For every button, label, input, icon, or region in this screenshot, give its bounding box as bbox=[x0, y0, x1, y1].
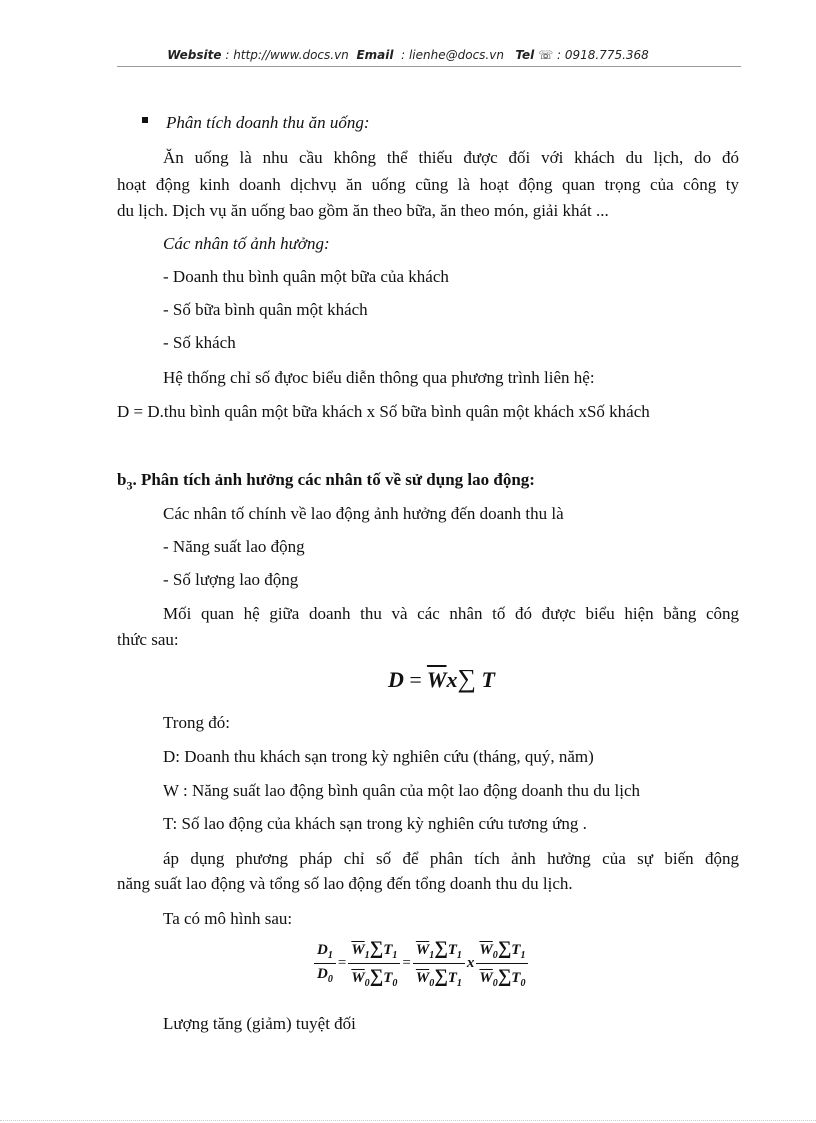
model-frac-t-effect: $\frac{\overline{W}_0\sum T_1}{\overline{W}_0\sum T_0}$ bbox=[476, 938, 528, 989]
tel-label: Tel bbox=[515, 48, 535, 62]
apply-line2: năng suất lao động và tổng số lao động đến tổng doanh thu du lịch. bbox=[117, 874, 573, 893]
email-label: Email bbox=[356, 48, 394, 62]
formula-w: $\overline{W}$ bbox=[426, 667, 447, 692]
formula-eq: = bbox=[409, 667, 422, 692]
model-eq: = bbox=[402, 955, 411, 971]
food-para-line3: du lịch. Dịch vụ ăn uống bao gồm ăn theo bữa, ăn theo món, giải khát ... bbox=[117, 201, 609, 220]
header-divider bbox=[117, 66, 741, 67]
model-frac-w-effect: $\frac{\overline{W}_1\sum T_1}{\overline{W}_0\sum T_1}$ bbox=[413, 938, 465, 989]
model-frac-w: $\frac{\overline{W}_1\sum T_1}{\overline{W}_0\sum T_0}$ bbox=[348, 938, 400, 989]
labor-item: - Số lượng lao động bbox=[163, 570, 299, 589]
def-w: W : Năng suất lao động bình quân của một lao động doanh thu du lịch bbox=[163, 781, 641, 800]
food-heading: Phân tích doanh thu ăn uống: bbox=[166, 113, 370, 132]
factors-heading: Các nhân tố ảnh hưởng: bbox=[163, 234, 330, 253]
food-equation: D = D.thu bình quân một bữa khách x Số bữa bình quân một khách xSố khách bbox=[117, 402, 650, 421]
model-eq: = bbox=[337, 955, 347, 971]
food-para-line2: hoạt động kinh doanh dịchvụ ăn uống cũng là hoạt động quan trọng của công ty bbox=[117, 175, 739, 194]
index-model bbox=[314, 938, 528, 989]
apply-line1: áp dụng phương pháp chỉ số để phân tích ảnh hưởng của sự biến động bbox=[163, 849, 739, 868]
tel-value: : 0918.775.368 bbox=[556, 48, 649, 62]
page-header bbox=[0, 48, 816, 62]
formula-sum: ∑ bbox=[457, 664, 477, 693]
factor-item: - Doanh thu bình quân một bữa của khách bbox=[163, 267, 449, 286]
website-value: : http://www.docs.vn bbox=[225, 48, 349, 62]
email-value: : lienhe@docs.vn bbox=[401, 48, 504, 62]
bullet-icon bbox=[142, 117, 148, 123]
labor-formula bbox=[388, 664, 495, 694]
model-frac-d: $\frac{D_1}{D_0}$ bbox=[314, 942, 336, 985]
heading-rest: . Phân tích ảnh hưởng các nhân tố về sử dụng lao động: bbox=[132, 470, 535, 489]
labor-item: - Năng suất lao động bbox=[163, 537, 305, 556]
formula-x: x bbox=[446, 667, 458, 692]
labor-intro: Các nhân tố chính về lao động ảnh hưởng đến doanh thu là bbox=[163, 504, 564, 523]
def-d: D: Doanh thu khách sạn trong kỳ nghiên cứu (tháng, quý, năm) bbox=[163, 747, 594, 766]
website-label: Website bbox=[167, 48, 222, 62]
model-intro: Ta có mô hình sau: bbox=[163, 909, 293, 928]
heading-prefix: b bbox=[117, 470, 127, 489]
labor-heading bbox=[117, 467, 739, 498]
phone-icon: ☏ bbox=[538, 48, 554, 62]
footer-divider bbox=[0, 1120, 816, 1121]
relation-line1: Mối quan hệ giữa doanh thu và các nhân tố đó được biểu hiện bằng công bbox=[163, 604, 739, 623]
factor-item: - Số bữa bình quân một khách bbox=[163, 300, 368, 319]
def-t: T: Số lao động của khách sạn trong kỳ nghiên cứu tương ứng . bbox=[163, 814, 587, 833]
relation-line2: thức sau: bbox=[117, 630, 179, 649]
where-label: Trong đó: bbox=[163, 713, 230, 732]
factor-item: - Số khách bbox=[163, 333, 236, 352]
increase-label: Lượng tăng (giảm) tuyệt đối bbox=[163, 1014, 356, 1033]
model-x: x bbox=[466, 955, 475, 971]
formula-t: T bbox=[481, 667, 495, 692]
heading-sub: 3 bbox=[126, 478, 133, 493]
formula-d: D bbox=[388, 667, 404, 692]
system-intro: Hệ thống chỉ số đựoc biểu diễn thông qua phương trình liên hệ: bbox=[163, 368, 595, 387]
food-para-line1: Ăn uống là nhu cầu không thể thiếu được đối với khách du lịch, do đó bbox=[163, 148, 739, 167]
